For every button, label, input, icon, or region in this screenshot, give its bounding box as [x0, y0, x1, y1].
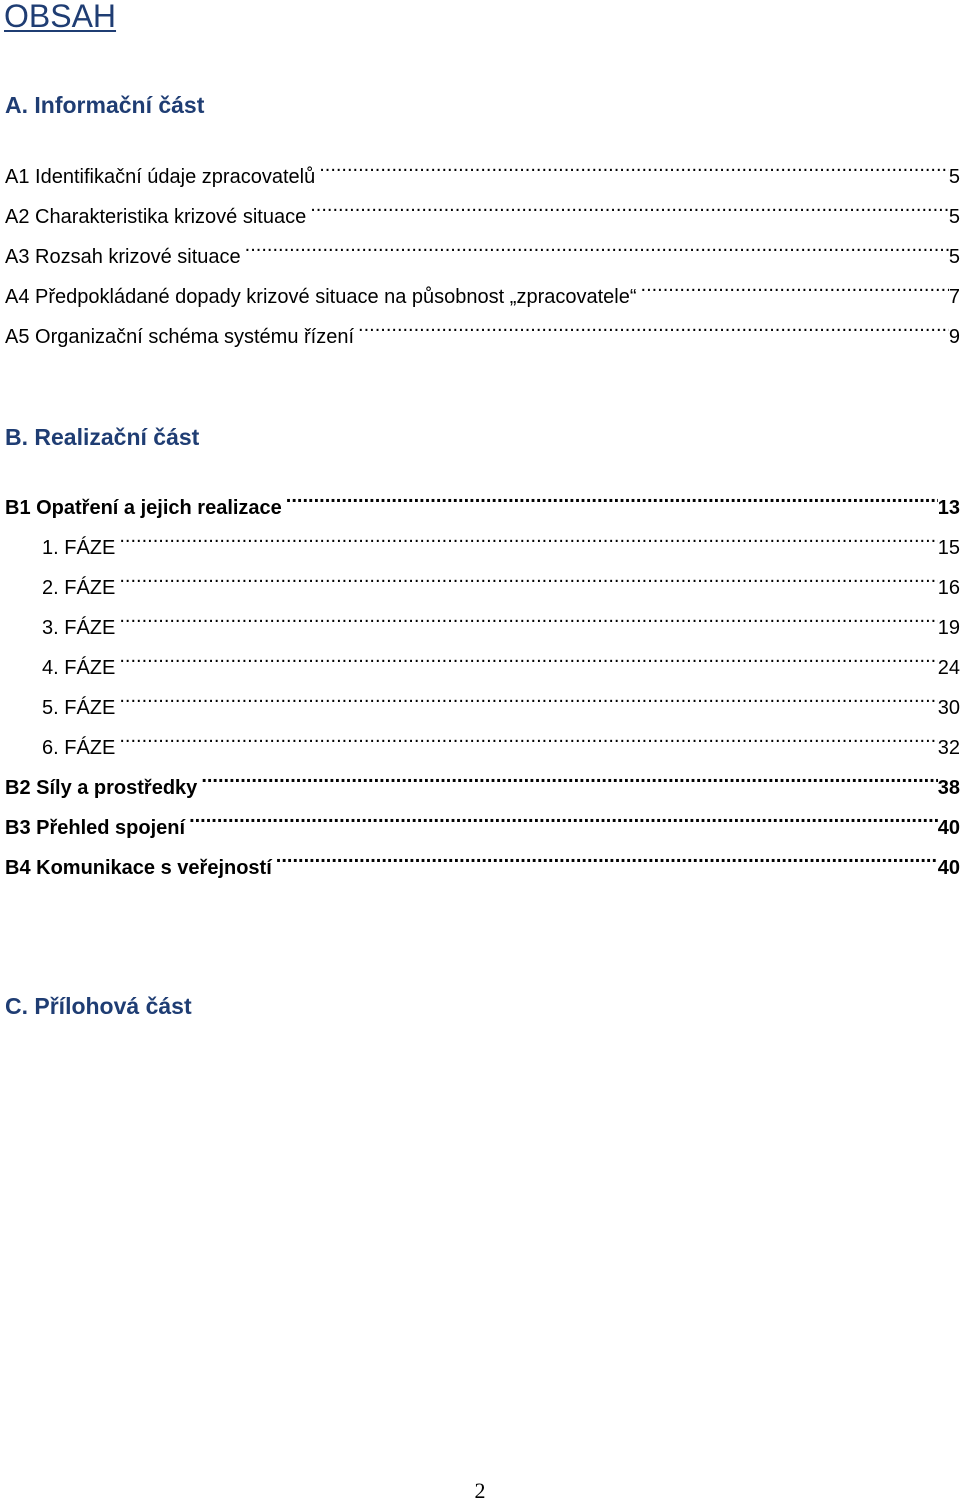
toc-entry-a1[interactable]: [5, 143, 960, 188]
toc-entry-label: 1. FÁZE: [42, 537, 116, 559]
dot-leader: [641, 263, 949, 303]
section-heading-c: C. Přílohová část: [5, 993, 192, 1019]
toc-entry-phase-5[interactable]: [5, 674, 960, 719]
page-number: 2: [474, 1478, 486, 1503]
dot-leader: [119, 514, 937, 554]
dot-leader: [119, 594, 937, 634]
toc-entry-phase-1[interactable]: [5, 514, 960, 559]
toc-entry-label: 2. FÁZE: [42, 577, 116, 599]
dot-leader: [119, 554, 937, 594]
dot-leader: [310, 183, 949, 223]
dot-leader: [276, 834, 938, 874]
toc-entry-label: A2 Charakteristika krizové situace: [5, 206, 307, 228]
dot-leader: [245, 223, 949, 263]
toc-entry-label: 6. FÁZE: [42, 737, 116, 759]
toc-entry-page: 40: [937, 817, 960, 839]
dot-leader: [286, 474, 938, 514]
toc-entry-page: 32: [937, 737, 960, 759]
toc-entry-phase-4[interactable]: [5, 634, 960, 679]
toc-entry-page: 13: [937, 497, 960, 519]
toc-entry-label: A5 Organizační schéma systému řízení: [5, 326, 355, 348]
document-title: OBSAH: [4, 0, 117, 34]
dot-leader: [119, 714, 937, 754]
dot-leader: [119, 674, 937, 714]
toc-entry-page: 16: [937, 577, 960, 599]
toc-entry-label: B1 Opatření a jejich realizace: [5, 497, 282, 519]
toc-entry-label: A1 Identifikační údaje zpracovatelů: [5, 166, 316, 188]
toc-entry-label: 5. FÁZE: [42, 697, 116, 719]
dot-leader: [319, 143, 949, 183]
toc-entry-page: 9: [948, 326, 960, 348]
section-heading-a: A. Informační část: [5, 92, 205, 118]
toc-entry-page: 24: [937, 657, 960, 679]
toc-entry-b1[interactable]: [5, 474, 960, 519]
toc-section-b: [5, 474, 960, 879]
toc-entry-phase-2[interactable]: [5, 554, 960, 599]
toc-entry-label: A3 Rozsah krizové situace: [5, 246, 241, 268]
dot-leader: [119, 634, 937, 674]
dot-leader: [358, 303, 949, 343]
toc-entry-page: 40: [937, 857, 960, 879]
toc-entry-b2[interactable]: [5, 754, 960, 799]
toc-entry-page: 15: [937, 537, 960, 559]
toc-entry-label: 3. FÁZE: [42, 617, 116, 639]
toc-entry-phase-6[interactable]: [5, 714, 960, 759]
dot-leader: [189, 794, 938, 834]
toc-entry-label: B4 Komunikace s veřejností: [5, 857, 272, 879]
toc-entry-page: 19: [937, 617, 960, 639]
toc-entry-phase-3[interactable]: [5, 594, 960, 639]
toc-entry-label: A4 Předpokládané dopady krizové situace na působnost „zpracovatele“: [5, 286, 637, 308]
section-heading-b: B. Realizační část: [5, 424, 200, 450]
toc-entry-label: B2 Síly a prostředky: [5, 777, 198, 799]
toc-entry-label: 4. FÁZE: [42, 657, 116, 679]
toc-entry-page: 5: [948, 246, 960, 268]
toc-entry-page: 5: [948, 166, 960, 188]
toc-entry-page: 38: [937, 777, 960, 799]
toc-section-a: [5, 143, 960, 348]
dot-leader: [201, 754, 937, 794]
toc-entry-page: 5: [948, 206, 960, 228]
toc-entry-label: B3 Přehled spojení: [5, 817, 186, 839]
toc-entry-page: 30: [937, 697, 960, 719]
toc-entry-page: 7: [948, 286, 960, 308]
